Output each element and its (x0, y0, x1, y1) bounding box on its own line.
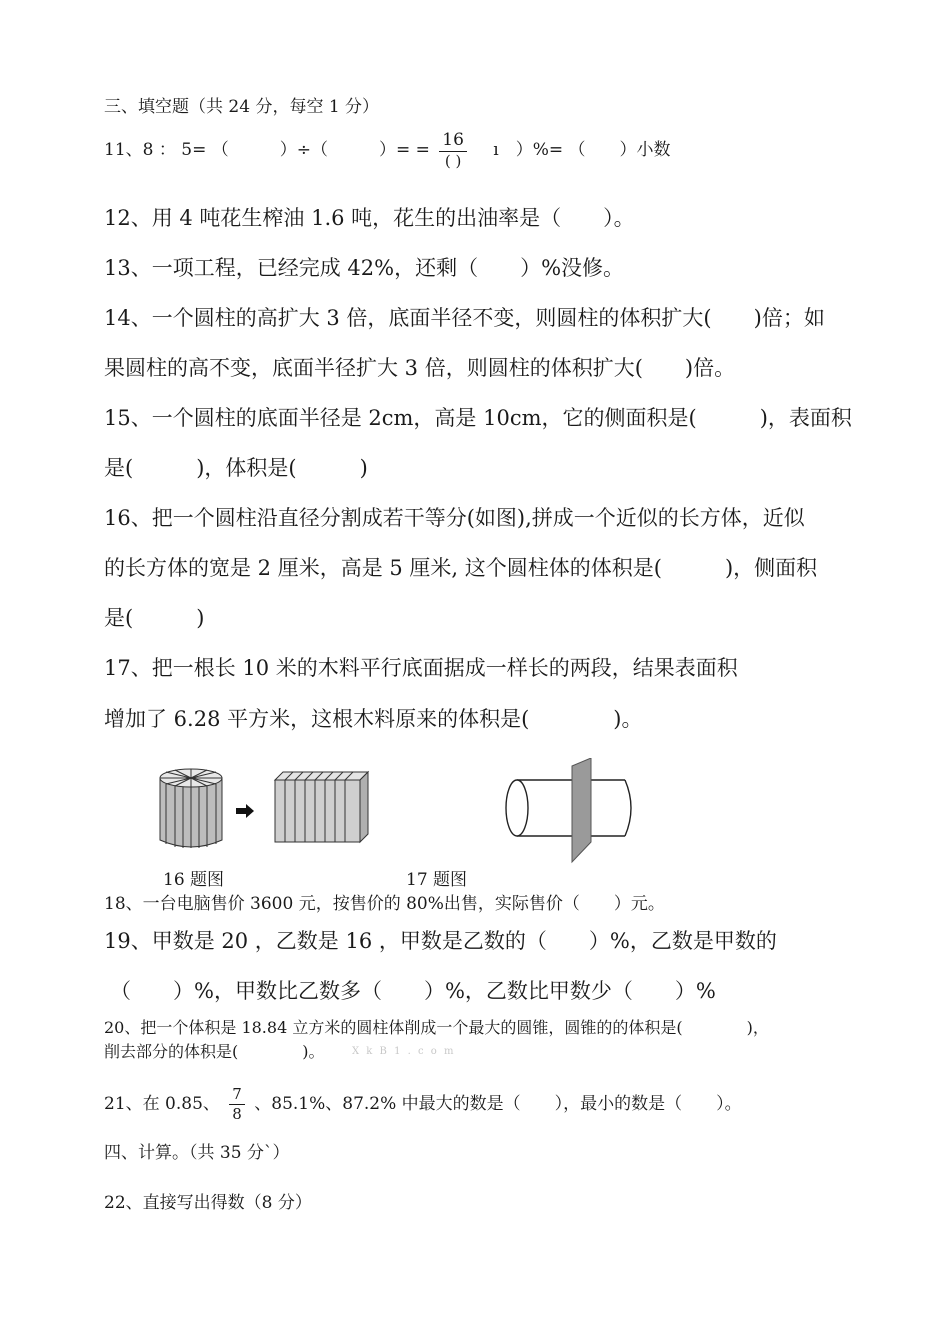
question-22: 22、直接写出得数（8 分） (104, 1193, 312, 1213)
q11-frac-numerator: 16 (442, 130, 464, 150)
figure-17-illustration (495, 758, 645, 868)
q11-part-a: 11、8 ： 5= （ ）÷（ ）= = (104, 140, 430, 160)
section-3-heading: 三、填空题（共 24 分，每空 1 分） (104, 97, 380, 117)
question-14-line-2: 果圆柱的高不变，底面半径扩大 3 倍，则圆柱的体积扩大( )倍。 (104, 356, 736, 380)
question-18: 18、一台电脑售价 3600 元，按售价的 80%出售，实际售价（ ）元。 (104, 894, 665, 914)
figure-17-caption: 17 题图 (406, 870, 468, 890)
figure-16-caption: 16 题图 (163, 870, 225, 890)
cylinder-cut-icon (506, 780, 631, 836)
question-11 (104, 132, 671, 169)
question-14-line-1: 14、一个圆柱的高扩大 3 倍，底面半径不变，则圆柱的体积扩大( )倍；如 (104, 306, 825, 330)
q21-part-b: 、85.1%、87.2% 中最大的数是（ ），最小的数是（ ）。 (254, 1094, 742, 1114)
question-13: 13、一项工程，已经完成 42%，还剩（ ）%没修。 (104, 256, 625, 280)
q11-fraction (439, 132, 467, 169)
q21-fraction (229, 1087, 245, 1122)
figure-16-illustration (135, 760, 380, 860)
cutting-plane-icon (572, 758, 591, 862)
cylinder-wedges-icon (160, 769, 222, 848)
question-21 (104, 1087, 742, 1122)
question-15-line-1: 15、一个圆柱的底面半径是 2cm，高是 10cm，它的侧面积是( )，表面积 (104, 406, 852, 430)
rectangular-prism-icon (275, 772, 368, 842)
question-17-line-2: 增加了 6.28 平方米，这根木料原来的体积是( )。 (104, 707, 643, 731)
question-16-line-3: 是( ) (104, 606, 205, 630)
q11-frac-denominator: ( ) (444, 152, 462, 170)
watermark: X k B 1 . c o m (352, 1046, 456, 1057)
question-20-line-2: 削去部分的体积是( )。 (104, 1042, 325, 1061)
question-19-line-2: （ ）%，甲数比乙数多（ ）%，乙数比甲数少（ ）% (110, 979, 716, 1003)
q21-part-a: 21、在 0.85、 (104, 1094, 220, 1114)
question-20-line-1: 20、把一个体积是 18.84 立方米的圆柱体削成一个最大的圆锥，圆锥的的体积是( )， (104, 1018, 769, 1037)
q21-frac-numerator: 7 (232, 1085, 242, 1103)
question-17-line-1: 17、把一根长 10 米的木料平行底面据成一样长的两段，结果表面积 (104, 656, 738, 680)
right-arrow-icon (236, 804, 254, 818)
question-12: 12、用 4 吨花生榨油 1.6 吨，花生的出油率是（ ）。 (104, 206, 635, 230)
question-19-line-1: 19、甲数是 20 ，乙数是 16 ，甲数是乙数的（ ）%，乙数是甲数的 (104, 929, 777, 953)
q11-part-b: ı ）%= （ ）小数 (476, 140, 671, 160)
section-4-heading: 四、计算。（共 35 分`） (104, 1143, 290, 1163)
q21-frac-denominator: 8 (232, 1105, 242, 1123)
question-15-line-2: 是( )，体积是( ) (104, 456, 368, 480)
question-16-line-2: 的长方体的宽是 2 厘米，高是 5 厘米, 这个圆柱体的体积是( )，侧面积 (104, 556, 818, 580)
question-16-line-1: 16、把一个圆柱沿直径分割成若干等分(如图),拼成一个近似的长方体，近似 (104, 506, 805, 530)
